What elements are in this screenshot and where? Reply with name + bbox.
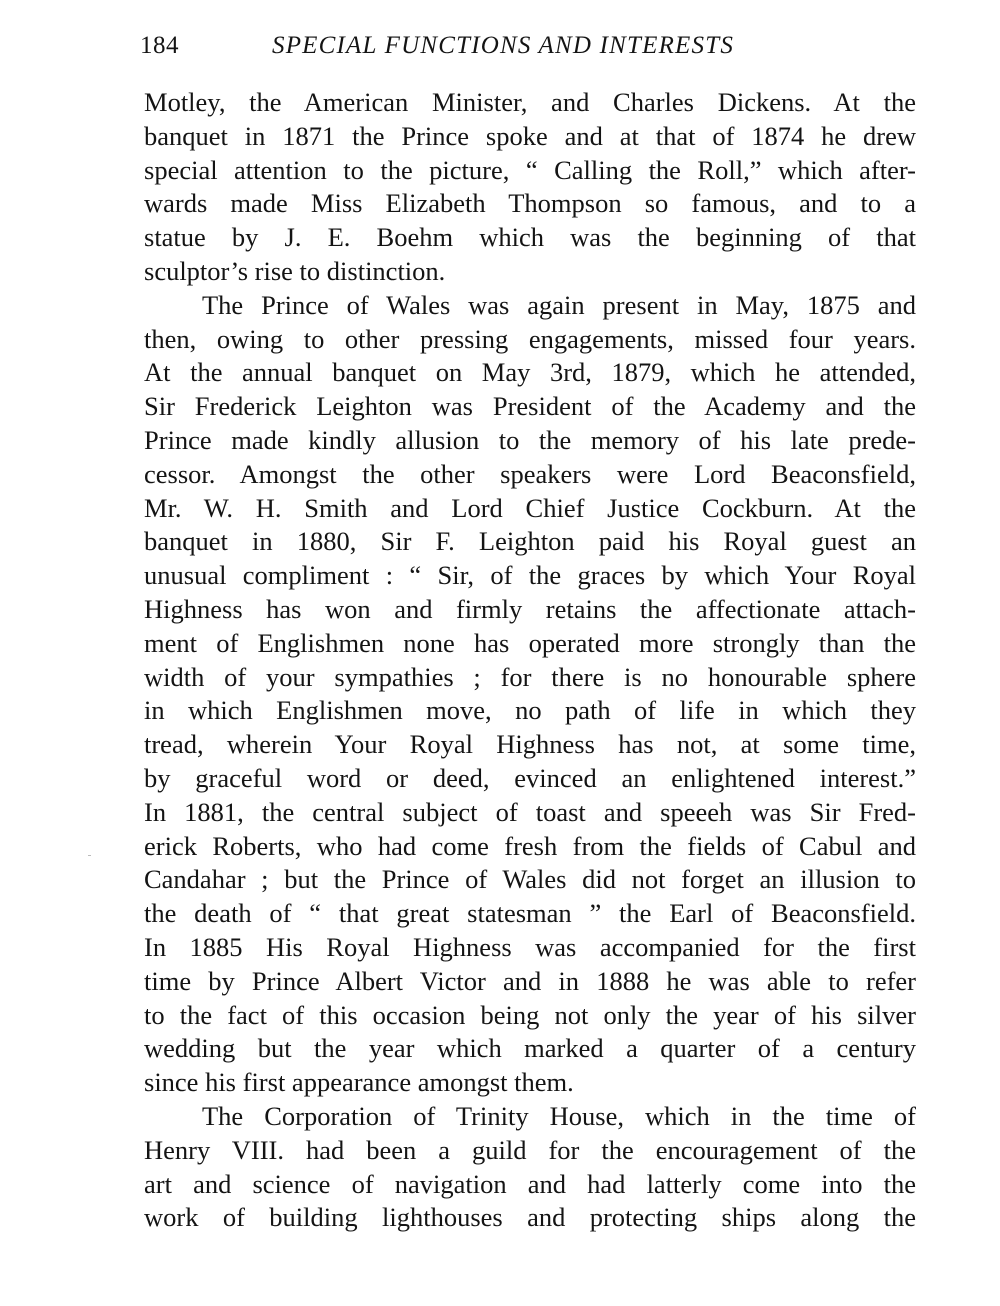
text-line: Motley, the American Minister, and Charles Dickens. At the [144,87,916,117]
text-line: Highness has won and firmly retains the affectionate attach- [144,593,916,624]
paper-speck [88,855,91,856]
text-line: In 1881, the central subject of toast and speeeh was Sir Fred- [144,796,916,827]
text-line: cessor. Amongst the other speakers were Lord Beaconsfield, [144,458,916,489]
text-line: Prince made kindly allusion to the memory of his late prede- [144,424,916,455]
text-line: time by Prince Albert Victor and in 1888 he was able to refer [144,965,916,996]
text-line: wedding but the year which marked a quarter of a century [144,1033,916,1064]
text-line: The Prince of Wales was again present in May, 1875 and [202,289,916,320]
text-line: Candahar ; but the Prince of Wales did not forget an illusion to [144,864,916,895]
text-line: then, owing to other pressing engagements, missed four years. [144,323,916,354]
text-line: in which Englishmen move, no path of life in which they [144,695,916,726]
text-line: art and science of navigation and had latterly come into the [144,1168,916,1199]
running-head [140,28,920,68]
text-line: tread, wherein Your Royal Highness has not, at some time, [144,729,916,760]
text-line: to the fact of this occasion being not only the year of his silver [144,999,916,1030]
text-line: banquet in 1880, Sir F. Leighton paid his Royal guest an [144,526,916,557]
body-text [144,86,916,1235]
running-title: SPECIAL FUNCTIONS AND INTERESTS [272,32,735,59]
text-line: banquet in 1871 the Prince spoke and at that of 1874 he drew [144,120,916,151]
text-line: Henry VIII. had been a guild for the encouragement of the [144,1134,916,1165]
text-line: width of your sympathies ; for there is no honourable sphere [144,661,916,692]
text-line: statue by J. E. Boehm which was the beginning of that [144,222,916,253]
text-line: sculptor’s rise to distinction. [144,255,446,286]
page-number: 184 [140,32,179,59]
text-line: In 1885 His Royal Highness was accompanied for the first [144,931,916,962]
text-line: special attention to the picture, “ Calling the Roll,” which after- [144,154,916,185]
text-line: erick Roberts, who had come fresh from the fields of Cabul and [144,830,916,861]
text-line: work of building lighthouses and protecting ships along the [144,1202,916,1233]
text-line: The Corporation of Trinity House, which in the time of [202,1100,916,1131]
text-line: ment of Englishmen none has operated more strongly than the [144,627,916,658]
text-line: unusual compliment : “ Sir, of the graces by which Your Royal [144,560,916,591]
text-line: the death of “ that great statesman ” the Earl of Beaconsfield. [144,898,916,929]
text-line: wards made Miss Elizabeth Thompson so famous, and to a [144,188,916,219]
text-line: Mr. W. H. Smith and Lord Chief Justice Cockburn. At the [144,492,916,523]
text-line: At the annual banquet on May 3rd, 1879, which he attended, [144,357,916,388]
text-line: Sir Frederick Leighton was President of the Academy and the [144,391,916,422]
text-line: since his first appearance amongst them. [144,1067,574,1098]
text-line: by graceful word or deed, evinced an enlightened interest.” [144,762,916,793]
